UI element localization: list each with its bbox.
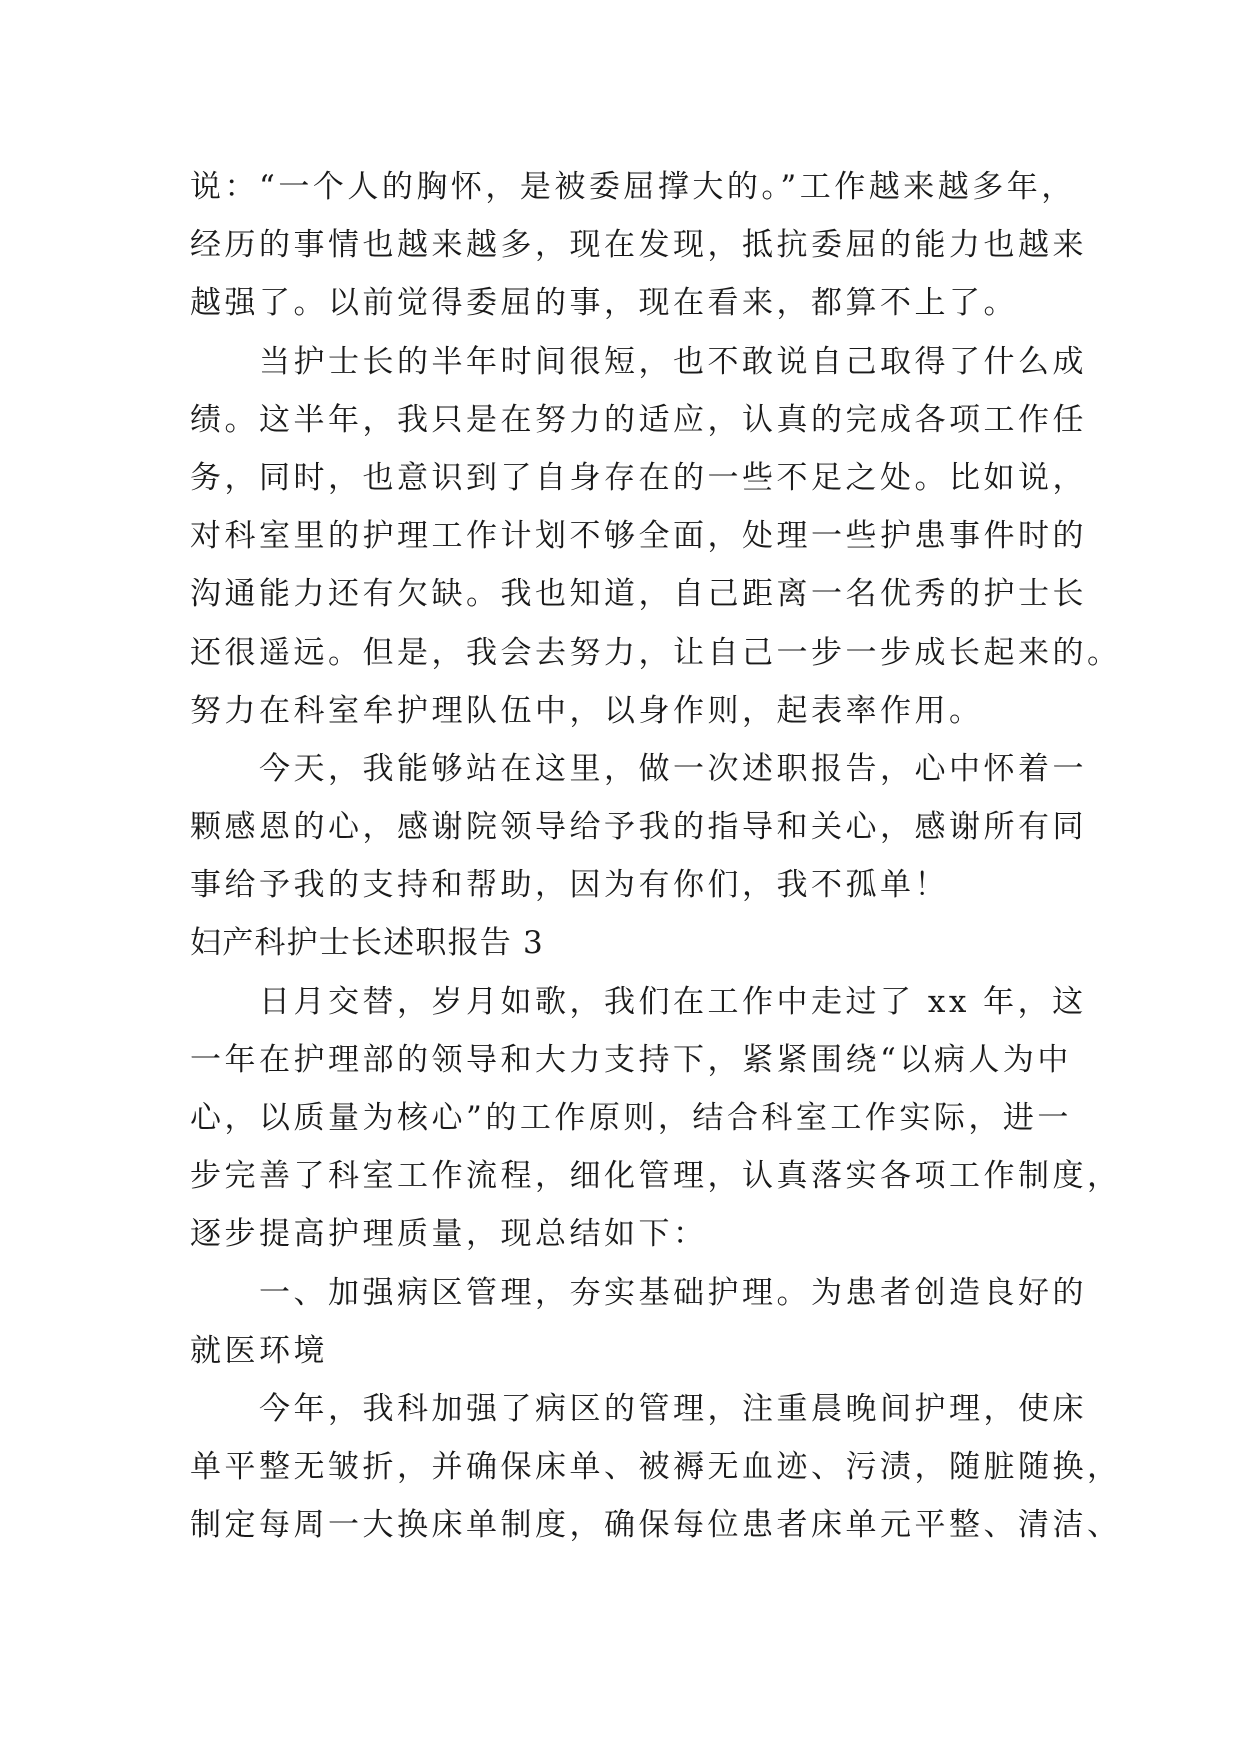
text-line: 务，同时，也意识到了自身存在的一些不足之处。比如说， — [190, 459, 1087, 496]
text-line: 步完善了科室工作流程，细化管理，认真落实各项工作制度， — [190, 1158, 1122, 1195]
text-line: 对科室里的护理工作计划不够全面，处理一些护患事件时的 — [190, 518, 1087, 555]
text-line: 还很遥远。但是，我会去努力，让自己一步一步成长起来的。 — [190, 634, 1122, 671]
paragraph-start-line: 今年，我科加强了病区的管理，注重晨晚间护理，使床 — [259, 1390, 1087, 1427]
document-body — [190, 158, 1122, 1555]
text-line: 单平整无皱折，并确保床单、被褥无血迹、污渍，随脏随换， — [190, 1449, 1122, 1486]
text-line: 心，以质量为核心”的工作原则，结合科室工作实际，进一 — [190, 1100, 1072, 1136]
text-line: 经历的事情也越来越多，现在发现，抵抗委屈的能力也越来 — [190, 227, 1087, 264]
text-line: 越强了。以前觉得委屈的事，现在看来，都算不上了。 — [190, 285, 1018, 322]
text-line: 努力在科室牟护理队伍中，以身作则，起表率作用。 — [190, 692, 984, 729]
paragraph-start-line: 当护士长的半年时间很短，也不敢说自己取得了什么成 — [259, 343, 1087, 380]
paragraph-start-line: 日月交替，岁月如歌，我们在工作中走过了 xx 年，这 — [259, 983, 1087, 1020]
paragraph-start-line: 今天，我能够站在这里，做一次述职报告，心中怀着一 — [259, 750, 1087, 787]
text-line: 事给予我的支持和帮助，因为有你们，我不孤单！ — [190, 867, 949, 904]
text-line: 说：“一个人的胸怀，是被委屈撑大的。”工作越来越多年， — [190, 169, 1076, 205]
text-line: 制定每周一大换床单制度，确保每位患者床单元平整、清洁、 — [190, 1507, 1122, 1544]
subsection-heading-line: 一、加强病区管理，夯实基础护理。为患者创造良好的 — [259, 1274, 1087, 1311]
text-line: 颗感恩的心，感谢院领导给予我的指导和关心，感谢所有同 — [190, 809, 1087, 846]
text-line: 逐步提高护理质量，现总结如下： — [190, 1216, 708, 1253]
text-line: 一年在护理部的领导和大力支持下，紧紧围绕“以病人为中 — [190, 1041, 1072, 1078]
text-line: 沟通能力还有欠缺。我也知道，自己距离一名优秀的护士长 — [190, 576, 1087, 613]
subsection-heading-line: 就医环境 — [190, 1332, 328, 1369]
text-line: 绩。这半年，我只是在努力的适应，认真的完成各项工作任 — [190, 401, 1087, 438]
section-heading: 妇产科护士长述职报告 3 — [190, 925, 544, 962]
